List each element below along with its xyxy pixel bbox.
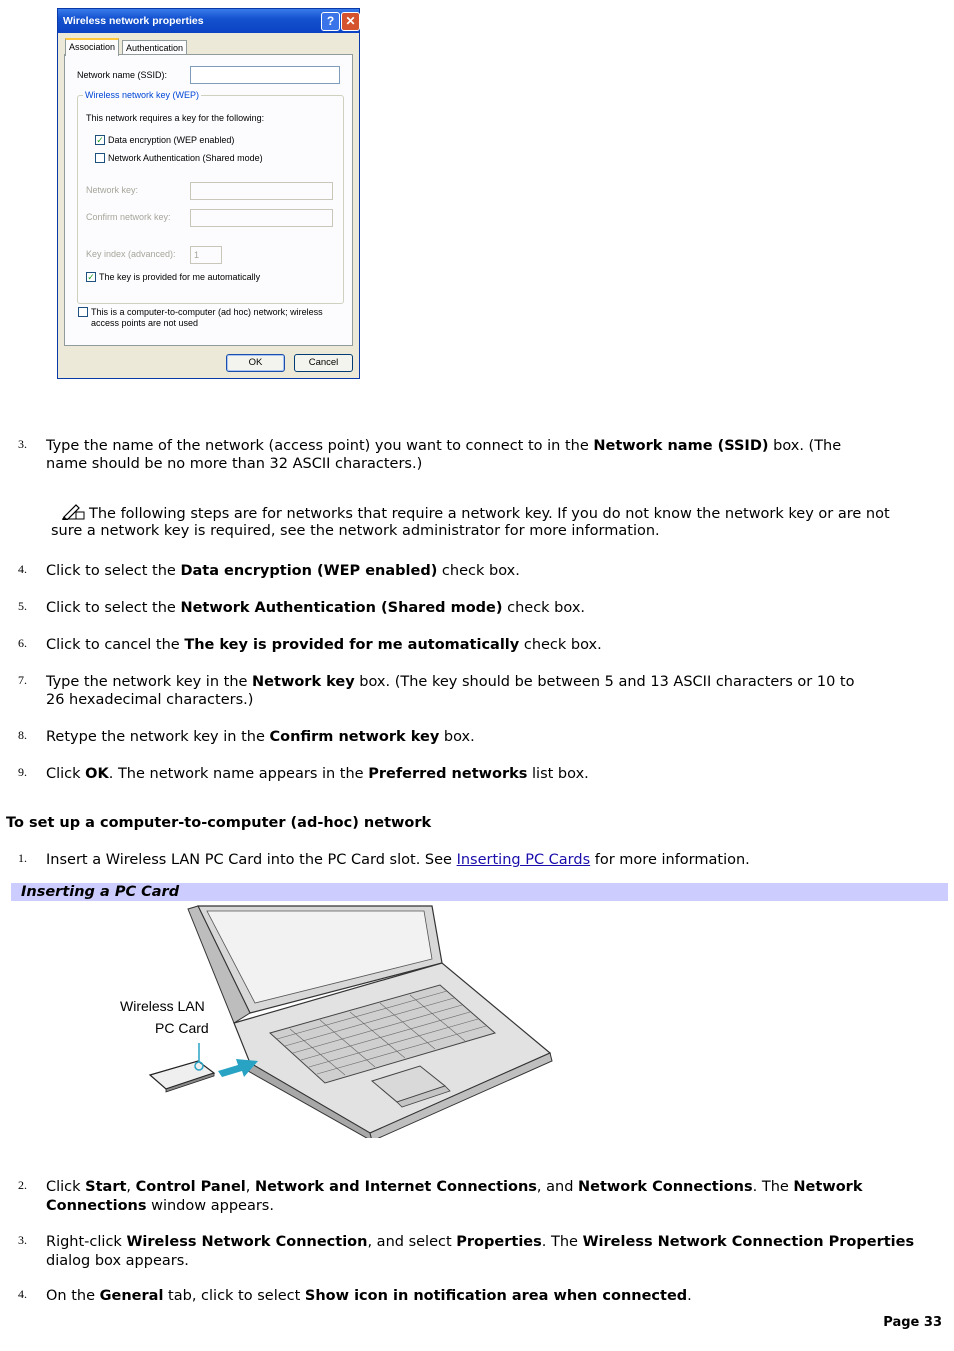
step-number: 4. <box>18 562 27 576</box>
ok-button[interactable]: OK <box>226 354 285 372</box>
step-number: 8. <box>18 728 27 742</box>
tab-authentication[interactable]: Authentication <box>122 40 187 55</box>
confirm-key-input[interactable] <box>190 209 333 227</box>
step-3-text: Type the name of the network (access point) you want to connect to in the Network name (SSID) box. (The name should be no more than 32 ASCII characters.) <box>46 438 842 472</box>
close-icon[interactable]: ✕ <box>341 12 360 31</box>
figure-caption-bar <box>11 883 948 901</box>
step-number: 9. <box>18 765 27 779</box>
data-encryption-checkbox[interactable]: ✓ <box>96 135 104 145</box>
illustration-label-line2: PC Card <box>155 1020 209 1036</box>
adhoc-heading: To set up a computer-to-computer (ad-hoc) network <box>6 815 432 831</box>
help-icon[interactable]: ? <box>321 12 340 31</box>
dialog-title: Wireless network properties <box>58 9 359 33</box>
step-4b-text: On the General tab, click to select Show icon in notification area when connected. <box>46 1288 692 1304</box>
note-text: The following steps are for networks that require a network key. If you do not know the network key or are not sure a network key is required, see the network administrator for more information. <box>51 506 890 539</box>
adhoc-label-line1: This is a computer-to-computer (ad hoc) network; wireless <box>91 307 323 317</box>
requires-text: This network requires a key for the following: <box>86 113 265 123</box>
ssid-label: Network name (SSID): <box>77 70 168 80</box>
step-1-text: Insert a Wireless LAN PC Card into the PC Card slot. See Inserting PC Cards for more information. <box>46 852 750 868</box>
network-auth-checkbox[interactable] <box>95 153 105 163</box>
key-index-stepper[interactable]: 1 <box>190 246 222 264</box>
network-key-input[interactable] <box>190 182 333 200</box>
step-6-text: Click to cancel the The key is provided for me automatically check box. <box>46 637 602 653</box>
key-auto-checkbox[interactable]: ✓ <box>87 272 95 282</box>
step-number: 4. <box>18 1287 27 1301</box>
key-auto-label: The key is provided for me automatically <box>99 272 261 282</box>
step-8-text: Retype the network key in the Confirm network key box. <box>46 729 475 745</box>
step-9-text: Click OK. The network name appears in the Preferred networks list box. <box>46 766 589 782</box>
pc-card-illustration <box>110 903 560 1138</box>
step-4-text: Click to select the Data encryption (WEP enabled) check box. <box>46 563 520 579</box>
step-number: 6. <box>18 636 27 650</box>
step-2-text: Click Start, Control Panel, Network and Internet Connections, and Network Connections. The Network Connections window appears. <box>46 1179 863 1214</box>
confirm-key-label: Confirm network key: <box>86 212 171 222</box>
ssid-input[interactable] <box>190 66 340 84</box>
step-number: 3. <box>18 437 27 451</box>
step-7-text: Type the network key in the Network key box. (The key should be between 5 and 13 ASCII characters or 10 to 26 hexadecimal characters.) <box>46 674 855 708</box>
inserting-pc-cards-link[interactable]: Inserting PC Cards <box>456 852 591 868</box>
adhoc-label-line2: access points are not used <box>91 318 199 328</box>
illustration-label-line1: Wireless LAN <box>120 998 205 1014</box>
page-number: Page 33 <box>883 1315 942 1330</box>
adhoc-checkbox[interactable] <box>78 307 88 317</box>
step-5-text: Click to select the Network Authentication (Shared mode) check box. <box>46 600 586 616</box>
step-number: 2. <box>18 1178 27 1192</box>
data-encryption-label: Data encryption (WEP enabled) <box>108 135 235 145</box>
step-number: 5. <box>18 599 27 613</box>
step-number: 1. <box>18 851 27 865</box>
key-index-label: Key index (advanced): <box>86 249 176 259</box>
wep-group-label: Wireless network key (WEP) <box>85 90 200 100</box>
cancel-button[interactable]: Cancel <box>294 354 353 372</box>
wireless-network-properties-dialog <box>57 8 360 379</box>
network-auth-label: Network Authentication (Shared mode) <box>108 153 263 163</box>
step-number: 3. <box>18 1233 27 1247</box>
step-3b-text: Right-click Wireless Network Connection, and select Properties. The Wireless Network Connection Properties dialog box appears. <box>46 1234 915 1269</box>
tab-association[interactable]: Association <box>65 38 119 56</box>
figure-caption: Inserting a PC Card <box>21 884 180 900</box>
step-number: 7. <box>18 673 27 687</box>
network-key-label: Network key: <box>86 185 139 195</box>
